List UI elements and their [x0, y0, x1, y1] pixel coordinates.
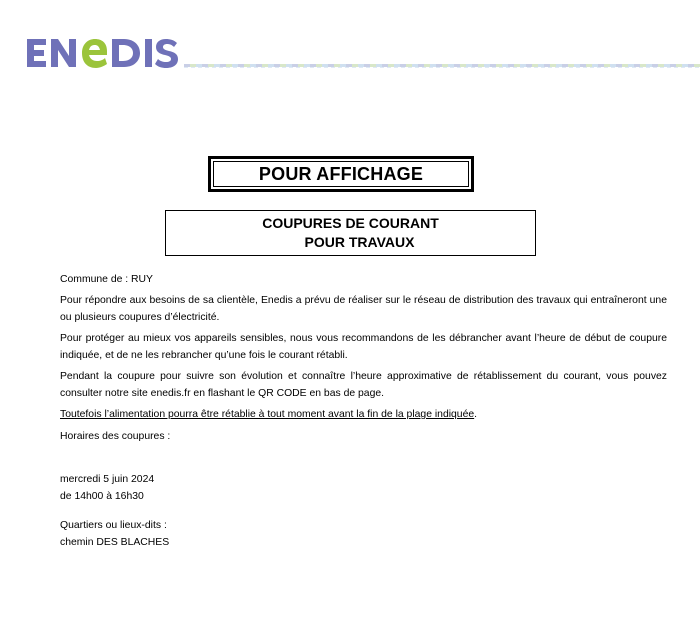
paragraph-3: Pendant la coupure pour suivre son évolution et connaître l’heure approximative de rétablissement du courant, vous pouvez consulter notre site enedis.fr en flashant le QR CODE en bas de page.	[60, 371, 667, 399]
outage-time-range: de 14h00 à 16h30	[60, 491, 144, 502]
outage-date: mercredi 5 juin 2024	[60, 474, 155, 485]
enedis-logo-mark	[24, 33, 180, 73]
paragraph-1: Pour répondre aux besoins de sa clientèle, Enedis a prévu de réaliser sur le réseau de distribution des travaux qui entraîneront une ou plusieurs coupures d’électricité.	[60, 295, 667, 323]
title-box	[165, 210, 536, 256]
notice-line	[60, 406, 667, 423]
horaires-label: Horaires des coupures :	[60, 431, 171, 442]
logo-decorative-rule-bottom	[184, 67, 700, 68]
affichage-label: POUR AFFICHAGE	[213, 161, 469, 187]
title-line-2: POUR TRAVAUX	[304, 234, 415, 250]
notice-text: Toutefois l’alimentation pourra être rétablie à tout moment avant la fin de la plage indiquée	[60, 409, 475, 420]
title-line-1: COUPURES DE COURANT	[262, 215, 439, 231]
paragraph-2: Pour protéger au mieux vos appareils sensibles, nous vous recommandons de les débrancher avant l’heure de début de coupure indiquée, et de ne les rebrancher qu’une fois le courant rétabli.	[60, 333, 667, 361]
notice-period: .	[474, 409, 478, 420]
affichage-box	[208, 156, 474, 192]
quartiers-label: Quartiers ou lieux-dits :	[60, 520, 167, 531]
commune-line: Commune de : RUY	[60, 274, 153, 285]
quartier-name: chemin DES BLACHES	[60, 537, 170, 548]
